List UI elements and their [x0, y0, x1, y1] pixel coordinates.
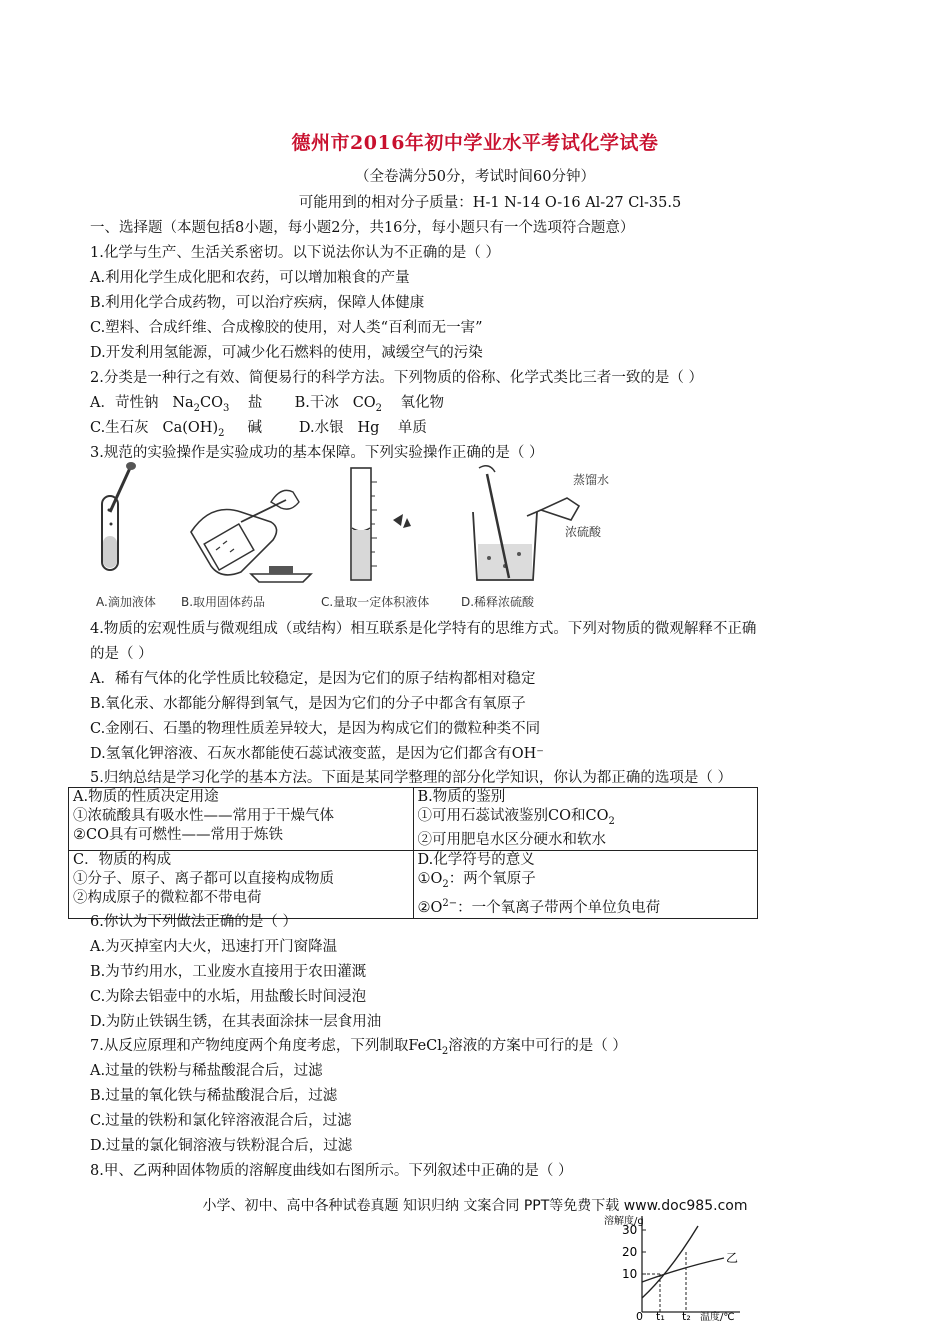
q5-cell-a: A.物质的性质决定用途 ①浓硫酸具有吸水性——常用于干燥气体 ②CO具有可燃性——常用于炼铁 — [69, 788, 414, 851]
q4-option-d: D.氢氧化钾溶液、石灰水都能使石蕊试液变蓝，是因为它们都含有OH⁻ — [90, 746, 544, 762]
q4-stem: 4.物质的宏观性质与微观组成（或结构）相互联系是化学特有的思维方式。下列对物质的微观解释不正确 — [90, 621, 757, 637]
q7-option-b: B.过量的氧化铁与稀盐酸混合后，过滤 — [90, 1088, 338, 1104]
q2-b-label: B.干冰 — [294, 395, 339, 411]
relative-masses: 可能用到的相对分子质量：H-1 N-14 O-16 Al-27 Cl-35.5 — [298, 195, 682, 211]
q7-option-a: A.过量的铁粉与稀盐酸混合后，过滤 — [90, 1063, 323, 1079]
q3-stem: 3.规范的实验操作是实验成功的基本保障。下列实验操作正确的是（ ） — [90, 445, 544, 461]
q1-option-a: A.利用化学生成化肥和农药，可以增加粮食的产量 — [90, 270, 410, 286]
q6-option-a: A.为灭掉室内大火，迅速打开门窗降温 — [90, 939, 338, 955]
curve-yi — [642, 1258, 724, 1282]
q6-option-d: D.为防止铁锅生锈，在其表面涂抹一层食用油 — [90, 1014, 382, 1030]
figure-c — [321, 462, 461, 612]
q2-d-label: D.水银 — [298, 420, 344, 436]
figure-b-caption: B.取用固体药品 — [181, 595, 266, 609]
q2-a-formula: $Na_2CO_3$ — [172, 395, 230, 414]
q8-stem: 8.甲、乙两种固体物质的溶解度曲线如右图所示。下列叙述中正确的是（ ） — [90, 1163, 573, 1179]
q2-options-cd — [90, 416, 427, 439]
q1-option-d: D.开发利用氢能源，可减少化石燃料的使用，减缓空气的污染 — [90, 345, 483, 361]
q2-c-label: C.生石灰 — [90, 420, 149, 436]
q2-b-class: 氧化物 — [400, 395, 444, 411]
q6-stem: 6.你认为下列做法正确的是（ ） — [90, 914, 297, 930]
footer-watermark: 小学、初中、高中各种试卷真题 知识归纳 文案合同 PPT等免费下载 www.doc985.com — [202, 1198, 748, 1214]
xtick-0: 0 — [636, 1310, 643, 1322]
curve-label-yi: 乙 — [726, 1251, 739, 1265]
figure-d — [461, 462, 636, 612]
figure-c-caption: C.量取一定体积液体 — [321, 595, 430, 609]
q5-table — [68, 787, 758, 919]
q4-option-b: B.氧化汞、水都能分解得到氧气，是因为它们的分子中都含有氧原子 — [90, 696, 526, 712]
q1-option-b: B.利用化学合成药物，可以治疗疾病，保障人体健康 — [90, 295, 425, 311]
solubility-curve-icon — [600, 1212, 750, 1322]
curve-jia — [642, 1226, 698, 1298]
q4-option-a: A．稀有气体的化学性质比较稳定，是因为它们的原子结构都相对稳定 — [90, 671, 536, 687]
q2-b-formula: $CO_2$ — [352, 395, 383, 414]
xtick-t2: t₂ — [682, 1310, 691, 1322]
q4-stem-cont: 的是（ ） — [90, 646, 153, 662]
q5-cell-d: D.化学符号的意义 $①O_2$：两个氧原子 $②O^{2-}$：一个氧离子带两个单位负电荷 — [413, 850, 758, 918]
page-title: 德州市2016年初中学业水平考试化学试卷 — [291, 132, 659, 154]
q7-option-d: D.过量的氯化铜溶液与铁粉混合后，过滤 — [90, 1138, 353, 1154]
graduated-cylinder-icon — [321, 462, 461, 592]
ytick-30: 30 — [622, 1223, 638, 1237]
figure-d-caption: D.稀释浓硫酸 — [461, 595, 535, 609]
q6-option-c: C.为除去铝壶中的水垢，用盐酸长时间浸泡 — [90, 989, 367, 1005]
q4-option-c: C.金刚石、石墨的物理性质差异较大，是因为构成它们的微粒种类不同 — [90, 721, 541, 737]
q5-cell-b: B.物质的鉴别 ①可用石蕊试液鉴别CO和$CO_2$ ②可用肥皂水区分硬水和软水 — [413, 788, 758, 851]
q1-stem: 1.化学与生产、生活关系密切。以下说法你认为不正确的是（ ） — [90, 245, 500, 261]
graph-ylabel: 溶解度/g — [604, 1216, 644, 1227]
q5-stem: 5.归纳总结是学习化学的基本方法。下面是某同学整理的部分化学知识，你认为都正确的选项是（ ） — [90, 770, 732, 786]
q2-c-class: 碱 — [247, 420, 263, 436]
label-acid: 浓硫酸 — [565, 525, 602, 539]
ytick-20: 20 — [622, 1245, 638, 1259]
q2-d-formula: Hg — [357, 420, 380, 436]
q7-stem: 7.从反应原理和产物纯度两个角度考虑，下列制取FeCl$_2$溶液的方案中可行的是（ ） — [90, 1038, 627, 1057]
solid-reagent-icon — [181, 462, 331, 592]
q5-cell-c: C．物质的构成 ①分子、原子、离子都可以直接构成物质 ②构成原子的微粒都不带电荷 — [69, 850, 414, 918]
figure-a-caption: A.滴加液体 — [96, 595, 156, 609]
figure-b — [181, 462, 331, 612]
q1-option-c: C.塑料、合成纤维、合成橡胶的使用，对人类“百利而无一害” — [90, 320, 483, 336]
q6-option-b: B.为节约用水，工业废水直接用于农田灌溉 — [90, 964, 367, 980]
solubility-graph — [600, 1212, 750, 1322]
q2-a-class: 盐 — [247, 395, 263, 411]
q3-figures — [96, 462, 656, 612]
q2-a-label: A．苛性钠 — [90, 395, 159, 411]
xtick-t1: t₁ — [656, 1310, 665, 1322]
exam-subtitle: （全卷满分50分，考试时间60分钟） — [355, 169, 595, 185]
q7-option-c: C.过量的铁粉和氯化锌溶液混合后，过滤 — [90, 1113, 352, 1129]
label-water: 蒸馏水 — [573, 473, 610, 487]
graph-xlabel: 温度/℃ — [700, 1312, 735, 1322]
q2-c-formula: $Ca(OH)_2$ — [162, 420, 225, 439]
beaker-dilution-icon — [461, 462, 636, 592]
q2-options-ab — [90, 391, 444, 414]
ytick-10: 10 — [622, 1267, 638, 1281]
q2-d-class: 单质 — [397, 420, 427, 436]
q2-stem: 2.分类是一种行之有效、简便易行的科学方法。下列物质的俗称、化学式类比三者一致的是（ ） — [90, 370, 703, 386]
section-heading: 一、选择题（本题包括8小题，每小题2分，共16分，每小题只有一个选项符合题意） — [90, 220, 635, 236]
